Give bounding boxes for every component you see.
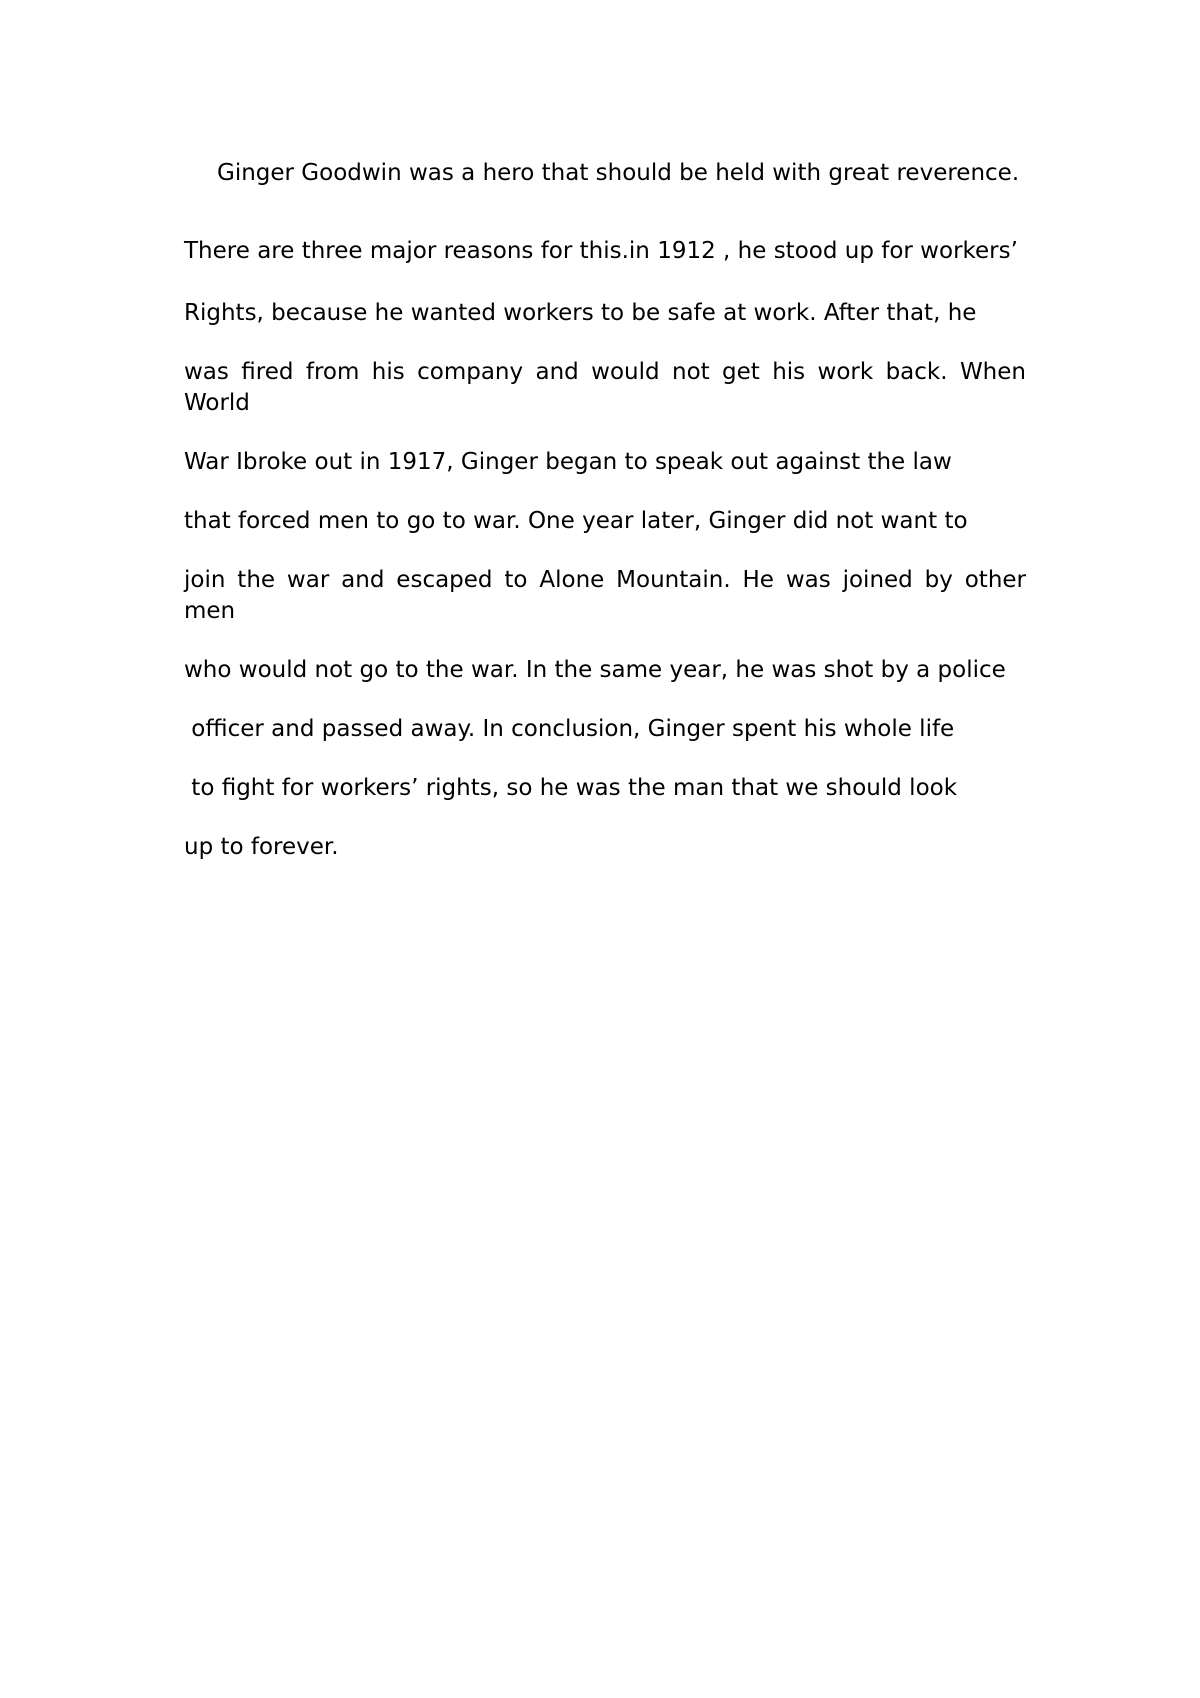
body-line-9: to fight for workers’ rights, so he was the man that we should look bbox=[184, 775, 958, 801]
body-line-7: who would not go to the war. In the same year, he was shot by a police bbox=[184, 657, 1006, 683]
body-line-4: War Ibroke out in 1917, Ginger began to speak out against the law bbox=[184, 449, 952, 475]
body-line-10: up to forever. bbox=[184, 834, 339, 860]
body-line-2: Rights, because he wanted workers to be safe at work. After that, he bbox=[184, 300, 977, 326]
body-line-3: was fired from his company and would not get his work back. When World bbox=[184, 359, 1026, 416]
body-line-6: join the war and escaped to Alone Mountain. He was joined by other men bbox=[184, 567, 1026, 624]
body-line-1: There are three major reasons for this.in 1912 , he stood up for workers’ bbox=[184, 238, 1018, 264]
intro-paragraph: Ginger Goodwin was a hero that should be held with great reverence. bbox=[217, 160, 1020, 186]
body-line-8: officer and passed away. In conclusion, Ginger spent his whole life bbox=[184, 716, 955, 742]
body-line-5: that forced men to go to war. One year later, Ginger did not want to bbox=[184, 508, 968, 534]
document-body bbox=[184, 158, 1026, 863]
